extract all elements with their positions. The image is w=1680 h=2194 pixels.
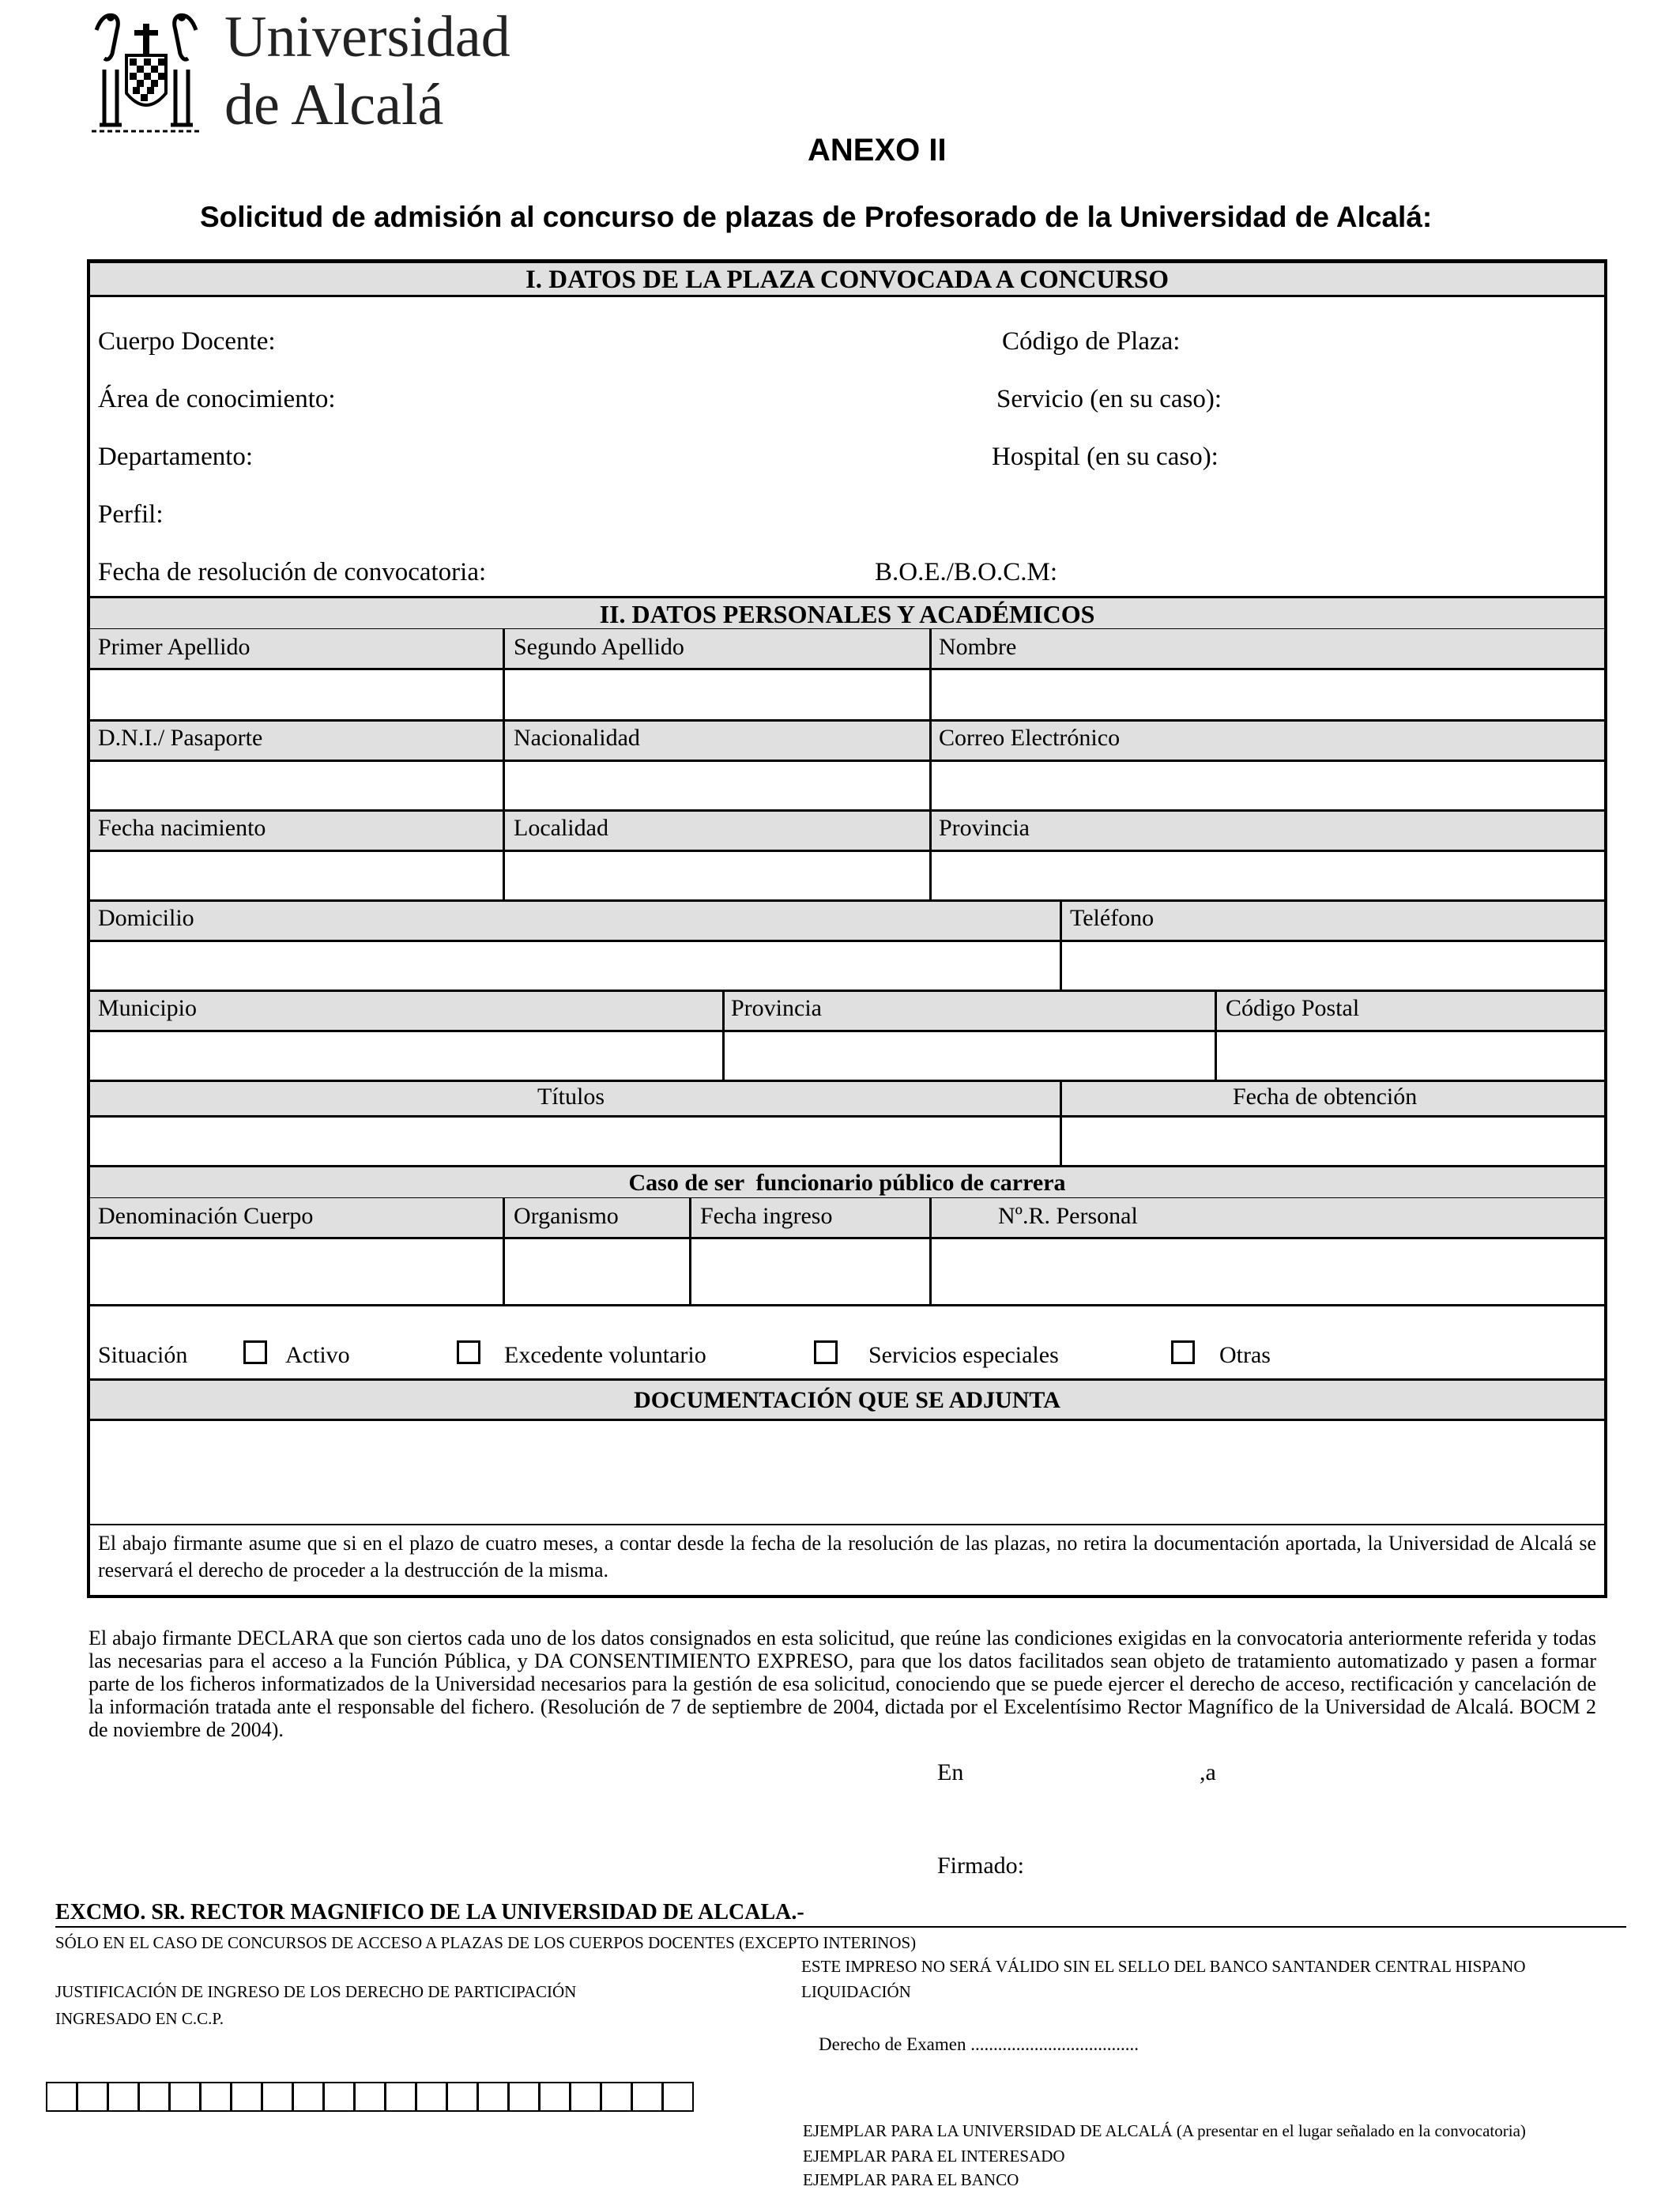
rector-line: EXCMO. SR. RECTOR MAGNIFICO DE LA UNIVERSIDAD DE ALCALA.- (55, 1900, 804, 1924)
correo-field[interactable] (932, 762, 1604, 809)
section-2-title: II. DATOS PERSONALES Y ACADÉMICOS (599, 600, 1095, 628)
telefono-label: Teléfono (1070, 905, 1155, 931)
denominacion-cuerpo-field[interactable] (90, 1239, 503, 1304)
codigo-plaza-label: Código de Plaza: (1002, 327, 1181, 356)
func-divider-b (689, 1198, 691, 1304)
row4-labels (90, 899, 1604, 942)
section-2-header (90, 596, 1604, 631)
ingresado-text: INGRESADO EN C.C.P. (55, 2009, 224, 2028)
fecha-resolucion-label: Fecha de resolución de convocatoria: (98, 558, 487, 586)
otras-label: Otras (1219, 1342, 1271, 1368)
localidad-label: Localidad (514, 815, 608, 841)
municipio-field[interactable] (90, 1032, 722, 1080)
fecha-obtencion-field[interactable] (1062, 1118, 1604, 1165)
row2-divider-b (929, 719, 932, 809)
row5-divider-a (722, 990, 725, 1080)
codigo-postal-field[interactable] (1217, 1032, 1604, 1080)
row1-divider-a (503, 629, 505, 719)
servicios-especiales-label: Servicios especiales (868, 1342, 1059, 1368)
row5-labels (90, 990, 1604, 1032)
logo-line-2: de Alcalá (224, 73, 444, 138)
a-label: ,a (1200, 1759, 1216, 1785)
telefono-field[interactable] (1062, 942, 1604, 990)
nacionalidad-label: Nacionalidad (514, 725, 640, 751)
segundo-apellido-label: Segundo Apellido (514, 634, 684, 660)
row1-divider-b (929, 629, 932, 719)
row3-divider-a (503, 809, 505, 899)
provincia-field[interactable] (932, 852, 1604, 899)
solo-text: SÓLO EN EL CASO DE CONCURSOS DE ACCESO A PLAZAS DE LOS CUERPOS DOCENTES (EXCEPTO INTERINOS) (55, 1933, 917, 1952)
codigo-postal-label: Código Postal (1226, 995, 1360, 1021)
dni-label: D.N.I./ Pasaporte (98, 725, 263, 751)
justificacion-text: JUSTIFICACIÓN DE INGRESO DE LOS DERECHO DE PARTICIPACIÓN (55, 1982, 577, 2001)
ejemplar-universidad: EJEMPLAR PARA LA UNIVERSIDAD DE ALCALÁ (A presentar en el lugar señalado en la convocatoria) (803, 2121, 1526, 2140)
hospital-label: Hospital (en su caso): (992, 443, 1219, 471)
logo-line-1: Universidad (224, 5, 510, 70)
localidad-field[interactable] (505, 852, 929, 899)
documentacion-title: DOCUMENTACIÓN QUE SE ADJUNTA (634, 1387, 1060, 1413)
row2-divider-a (503, 719, 505, 809)
situacion-label: Situación (98, 1342, 188, 1368)
func-divider-a (503, 1198, 505, 1304)
nrp-field[interactable] (932, 1239, 1604, 1304)
primer-apellido-field[interactable] (90, 670, 503, 719)
row1-labels (90, 629, 1604, 670)
area-label: Área de conocimiento: (98, 385, 336, 413)
fecha-obtencion-label: Fecha de obtención (1233, 1084, 1418, 1110)
section-1-title: I. DATOS DE LA PLAZA CONVOCADA A CONCURSO (525, 266, 1170, 294)
funcionario-header (90, 1165, 1604, 1200)
liquidacion-text: LIQUIDACIÓN (801, 1982, 911, 2001)
row3-divider-b (929, 809, 932, 899)
ejemplar-interesado: EJEMPLAR PARA EL INTERESADO (803, 2147, 1065, 2166)
documentacion-header (90, 1378, 1604, 1421)
departamento-label: Departamento: (98, 443, 254, 471)
activo-checkbox[interactable] (243, 1340, 267, 1364)
footer-rule (55, 1926, 1626, 1928)
funcionario-labels (90, 1198, 1604, 1239)
funcionario-title: Caso de ser funcionario público de carrera (628, 1170, 1066, 1196)
domicilio-field[interactable] (90, 942, 1060, 990)
form-subtitle: Solicitud de admisión al concurso de plazas de Profesorado de la Universidad de Alcalá: (200, 201, 1433, 233)
row2-labels (90, 719, 1604, 762)
row3-labels (90, 809, 1604, 852)
provincia-label: Provincia (939, 815, 1030, 841)
organismo-label: Organismo (514, 1203, 619, 1229)
firmado-label: Firmado: (937, 1853, 1024, 1879)
nrp-label: Nº.R. Personal (998, 1203, 1138, 1229)
ejemplar-banco: EJEMPLAR PARA EL BANCO (803, 2170, 1019, 2189)
func-divider-c (929, 1198, 932, 1304)
section-1-header (90, 261, 1604, 297)
nombre-label: Nombre (939, 634, 1017, 660)
row5-divider-b (1215, 990, 1217, 1080)
fecha-nacimiento-label: Fecha nacimiento (98, 815, 266, 841)
municipio-label: Municipio (98, 995, 197, 1021)
servicios-especiales-checkbox[interactable] (814, 1340, 838, 1364)
nombre-field[interactable] (932, 670, 1604, 719)
cuerpo-docente-label: Cuerpo Docente: (98, 327, 276, 356)
row6-divider (1060, 1080, 1062, 1165)
activo-label: Activo (285, 1342, 350, 1368)
perfil-label: Perfil: (98, 500, 164, 529)
documentacion-bottom-line (90, 1524, 1604, 1525)
documentacion-field[interactable] (90, 1421, 1604, 1524)
impreso-text: ESTE IMPRESO NO SERÁ VÁLIDO SIN EL SELLO DEL BANCO SANTANDER CENTRAL HISPANO (801, 1957, 1526, 1976)
documentacion-note: El abajo firmante asume que si en el plazo de cuatro meses, a contar desde la fecha de la resolución de las plazas, no retira la documentación aportada, la Universidad de Alcalá se reservará el derecho de proceder a la destrucción de la misma. (98, 1532, 1596, 1581)
en-label: En (937, 1759, 964, 1785)
fecha-ingreso-label: Fecha ingreso (700, 1203, 833, 1229)
otras-checkbox[interactable] (1171, 1340, 1195, 1364)
nacionalidad-field[interactable] (505, 762, 929, 809)
excedente-checkbox[interactable] (457, 1340, 480, 1364)
excedente-label: Excedente voluntario (504, 1342, 706, 1368)
servicio-label: Servicio (en su caso): (996, 385, 1222, 413)
boe-label: B.O.E./B.O.C.M: (875, 558, 1058, 586)
provincia-2-label: Provincia (731, 995, 822, 1021)
derecho-examen-text: Derecho de Examen ..................................... (819, 2034, 1139, 2054)
organismo-field[interactable] (505, 1239, 689, 1304)
university-logo-emblem (89, 6, 204, 133)
titulos-field[interactable] (90, 1118, 1060, 1165)
primer-apellido-label: Primer Apellido (98, 634, 250, 660)
declaracion-text: El abajo firmante DECLARA que son ciertos cada uno de los datos consignados en esta solicitud, que reúne las condiciones exigidas en la convocatoria anteriormente referida y todas las necesarias para el acceso a la Función Pública, y DA CONSENTIMIENTO EXPRESO, para que los datos facilitados sean objeto de tratamiento automatizado y pasen a formar parte de los ficheros informatizados de la Universidad necesarios para la gestión de esa solicitud, conociendo que se puede ejercer el derecho de acceso, rectificación y cancelación de la información tratada ante el responsable del fichero. (Resolución de 7 de septiembre de 2004, dictada por el Excelentísimo Rector Magnífico de la Universidad de Alcalá. BOCM 2 de noviembre de 2004). (89, 1627, 1596, 1741)
domicilio-label: Domicilio (98, 905, 194, 931)
correo-label: Correo Electrónico (939, 725, 1121, 751)
segundo-apellido-field[interactable] (505, 670, 929, 719)
func-bottom-line (90, 1304, 1604, 1306)
anexo-title: ANEXO II (808, 133, 947, 168)
titulos-label: Títulos (537, 1084, 605, 1110)
provincia-2-field[interactable] (725, 1032, 1215, 1080)
fecha-ingreso-field[interactable] (691, 1239, 929, 1304)
row4-divider (1060, 899, 1062, 990)
denominacion-cuerpo-label: Denominación Cuerpo (98, 1203, 314, 1229)
dni-field[interactable] (90, 762, 503, 809)
fecha-nacimiento-field[interactable] (90, 852, 503, 899)
ccp-digit-boxes[interactable] (46, 2082, 702, 2112)
